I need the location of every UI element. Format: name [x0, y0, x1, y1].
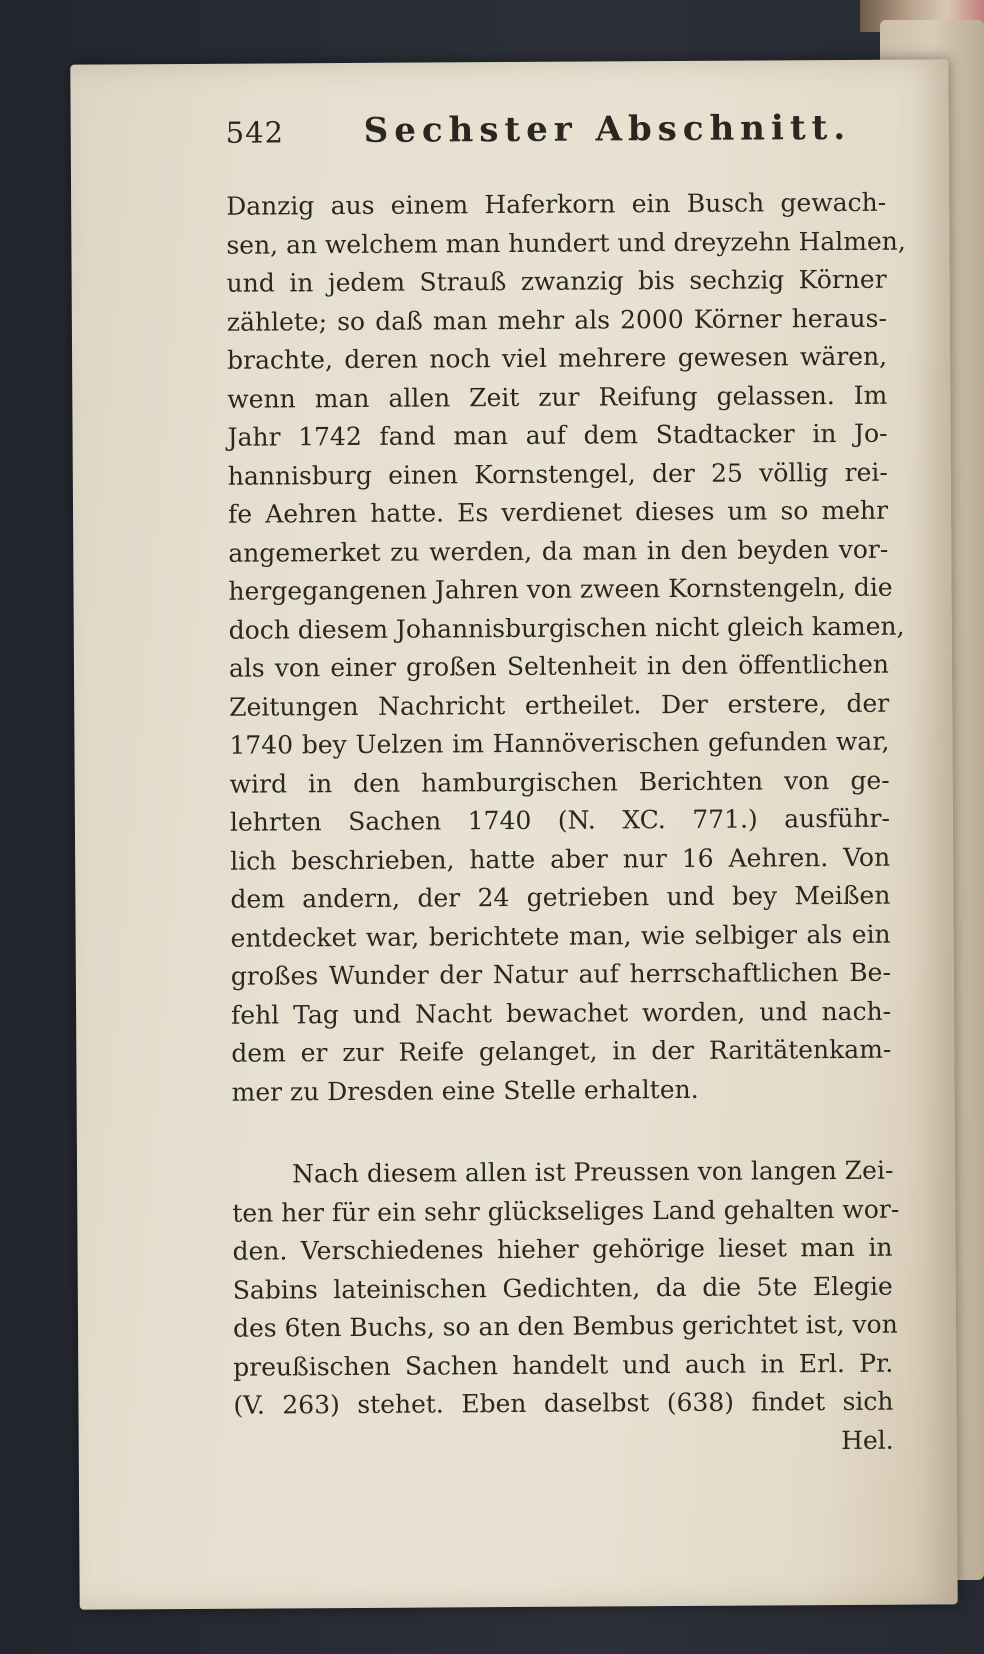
- text-line: des 6ten Buchs, so an den Bembus gerichtet ist, von: [232, 1309, 898, 1343]
- page-number: 542: [225, 115, 285, 150]
- page-text-block: [225, 107, 906, 1464]
- text-line: hergegangenen Jahren von zween Kornstengeln, die: [228, 572, 893, 606]
- text-line: dem er zur Reife gelanget, in der Raritätenkam-: [231, 1034, 892, 1068]
- text-line: entdecket war, berichtete man, wie selbiger als ein: [230, 919, 891, 953]
- text-line: (V. 263) stehet. Eben daselbst (638) findet sich: [233, 1386, 894, 1420]
- text-line: hannisburg einen Kornstengel, der 25 völlig rei-: [227, 457, 888, 491]
- text-line: als von einer großen Seltenheit in den öffentlichen: [228, 649, 890, 683]
- text-line: fehl Tag und Nacht bewachet worden, und nach-: [231, 996, 892, 1030]
- paragraph-1: [226, 184, 906, 1112]
- paragraph-spacer: [232, 1108, 892, 1156]
- text-line: Zeitungen Nachricht ertheilet. Der erstere, der: [229, 688, 890, 722]
- text-line: Sabins lateinischen Gedichten, da die 5te Elegie: [232, 1271, 893, 1305]
- text-line: fe Aehren hatte. Es verdienet dieses um so mehr: [227, 495, 889, 529]
- text-line: lich beschrieben, hatte aber nur 16 Aehren. Von: [230, 842, 891, 876]
- text-line: wird in den hamburgischen Berichten von ge-: [229, 765, 890, 799]
- text-line: doch diesem Johannisburgischen nicht gleich kamen,: [228, 611, 905, 645]
- paragraph-2: [232, 1152, 900, 1464]
- running-head: Sechster Abschnitt.: [363, 107, 852, 151]
- text-line: wenn man allen Zeit zur Reifung gelassen. Im: [227, 380, 888, 414]
- page-header: [226, 108, 886, 172]
- text-line: Jahr 1742 fand man auf dem Stadtacker in Jo-: [227, 418, 888, 452]
- text-line: lehrten Sachen 1740 (N. XC. 771.) ausführ-: [229, 803, 890, 837]
- text-line: brachte, deren noch viel mehrere gewesen wären,: [227, 341, 888, 375]
- text-line: preußischen Sachen handelt und auch in Erl. Pr.: [233, 1348, 894, 1382]
- catchword: Hel.: [841, 1425, 894, 1455]
- text-line: angemerket zu werden, da man in den beyden vor-: [228, 534, 889, 568]
- text-line: zählete; so daß man mehr als 2000 Körner heraus-: [226, 303, 887, 337]
- text-line: großes Wunder der Natur auf herrschaftlichen Be-: [230, 957, 891, 991]
- text-line: Danzig aus einem Haferkorn ein Busch gewach-: [226, 187, 887, 221]
- text-line: dem andern, der 24 getrieben und bey Meißen: [230, 880, 891, 914]
- book-page: [70, 59, 957, 1609]
- text-line: Nach diesem allen ist Preussen von langen Zei-: [291, 1155, 894, 1189]
- text-line: ten her für ein sehr glückseliges Land gehalten wor-: [232, 1194, 900, 1228]
- text-line: mer zu Dresden eine Stelle erhalten.: [231, 1074, 699, 1107]
- text-line: sen, an welchem man hundert und dreyzehn Halmen,: [226, 226, 906, 260]
- text-line: 1740 bey Uelzen im Hannöverischen gefunden war,: [229, 726, 890, 760]
- text-line: den. Verschiedenes hieher gehörige lieset man in: [232, 1232, 893, 1266]
- text-line: und in jedem Strauß zwanzig bis sechzig Körner: [226, 264, 887, 298]
